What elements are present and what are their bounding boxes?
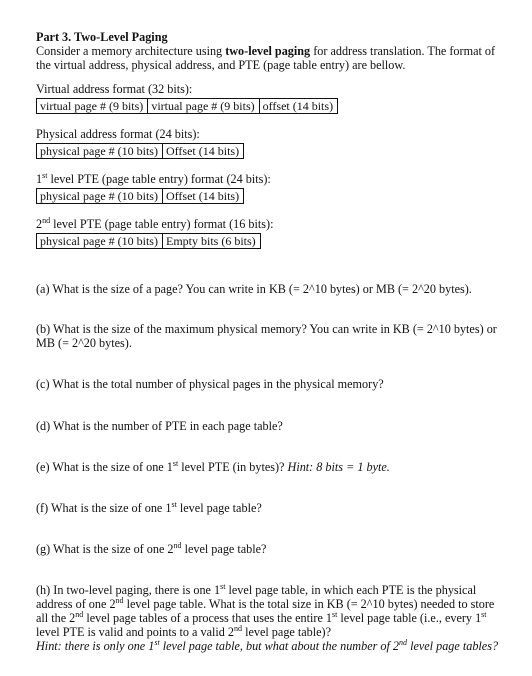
question-e [36, 460, 506, 474]
pte1-field-1: physical page # (10 bits) [37, 189, 162, 203]
pte1-field-2: Offset (14 bits) [165, 189, 240, 203]
part-title: Part 3. Two-Level Paging [36, 30, 168, 44]
question-h-part-2: level page table, in which each PTE is the physical address of one 2 [36, 583, 477, 611]
pte2-format-box [36, 233, 261, 249]
question-e-hint: Hint: 8 bits = 1 byte. [287, 460, 390, 474]
question-d: (d) What is the number of PTE in each page table? [36, 419, 283, 433]
question-h-part-4: level page tables of a process that uses the entire 1 [83, 611, 333, 625]
hint-sup-1: st [154, 637, 160, 647]
intro-text-pre: Consider a memory architecture using [36, 44, 226, 58]
hint-part-3: level page tables? [407, 639, 499, 653]
physical-field-1: physical page # (10 bits) [37, 144, 162, 158]
pte1-label-num: 1 [36, 172, 43, 186]
question-e-pre: (e) What is the size of one 1 [36, 460, 173, 474]
physical-field-2: Offset (14 bits) [165, 144, 240, 158]
question-g-pre: (g) What is the size of one 2 [36, 542, 174, 556]
question-h-part-1: (h) In two-level paging, there is one 1 [36, 583, 221, 597]
question-g [36, 542, 506, 556]
question-f-post: level page table? [176, 501, 262, 515]
question-h-sup-5: st [481, 609, 487, 619]
pte1-format-box [36, 188, 244, 204]
question-f [36, 501, 506, 515]
question-h-sup-1: st [220, 581, 226, 591]
document-page [36, 30, 506, 252]
pte2-label-rest: level PTE (page table entry) format (16 bits): [50, 217, 274, 231]
question-e-sup: st [172, 458, 179, 468]
question-g-post: level page table? [181, 542, 267, 556]
question-c: (c) What is the total number of physical pages in the physical memory? [36, 377, 384, 391]
question-h-hint [36, 639, 498, 653]
pte1-label-rest: level PTE (page table entry) format (24 bits): [47, 172, 271, 186]
intro-text-bold: two-level paging [225, 44, 311, 58]
virtual-format-box [36, 98, 338, 114]
question-h-part-3: level page table. What is the total size in KB (= 2^10 bytes) needed to store all the 2 [36, 597, 495, 625]
question-b: (b) What is the size of the maximum physical memory? You can write in KB (= 2^10 bytes) or MB (= 2^20 bytes). [36, 322, 497, 350]
pte2-field-2: Empty bits (6 bits) [165, 234, 256, 248]
pte2-label-num: 2 [36, 217, 43, 231]
question-h-sup-4: st [332, 609, 338, 619]
question-h-part-6: level PTE is valid and points to a valid 2 [36, 625, 235, 639]
question-a: (a) What is the size of a page? You can write in KB (= 2^10 bytes) or MB (= 2^20 bytes). [36, 282, 472, 296]
virtual-format-label: Virtual address format (32 bits): [36, 82, 193, 96]
question-f-sup: st [171, 499, 177, 509]
intro-text-post: for address translation. The format of the virtual address, physical address, and PTE (page table entry) are bellow. [36, 44, 496, 72]
virtual-field-3: offset (14 bits) [262, 99, 334, 113]
pte2-label-sup: nd [42, 215, 51, 225]
question-h-sup-2: nd [115, 595, 124, 605]
physical-format-box [36, 143, 244, 159]
pte2-field-1: physical page # (10 bits) [37, 234, 162, 248]
virtual-field-1: virtual page # (9 bits) [37, 99, 148, 113]
question-h-part-7: level page table)? [242, 625, 332, 639]
pte2-format-label [36, 217, 506, 231]
question-h-part-5: level page table (i.e., every 1 [337, 611, 482, 625]
physical-format-label: Physical address format (24 bits): [36, 127, 200, 141]
pte1-label-sup: st [42, 170, 48, 180]
question-g-sup: nd [173, 540, 182, 550]
virtual-field-2: virtual page # (9 bits) [148, 99, 259, 113]
question-h-sup-3: nd [75, 609, 84, 619]
question-f-pre: (f) What is the size of one 1 [36, 501, 172, 515]
question-h [36, 583, 506, 653]
intro-paragraph [36, 44, 506, 72]
question-e-mid: level PTE (in bytes)? [178, 460, 288, 474]
question-h-sup-6: nd [234, 623, 243, 633]
hint-part-1: Hint: there is only one 1 [36, 639, 155, 653]
hint-part-2: level page table, but what about the number of 2 [159, 639, 400, 653]
hint-sup-2: nd [399, 637, 408, 647]
pte1-format-label [36, 172, 506, 186]
